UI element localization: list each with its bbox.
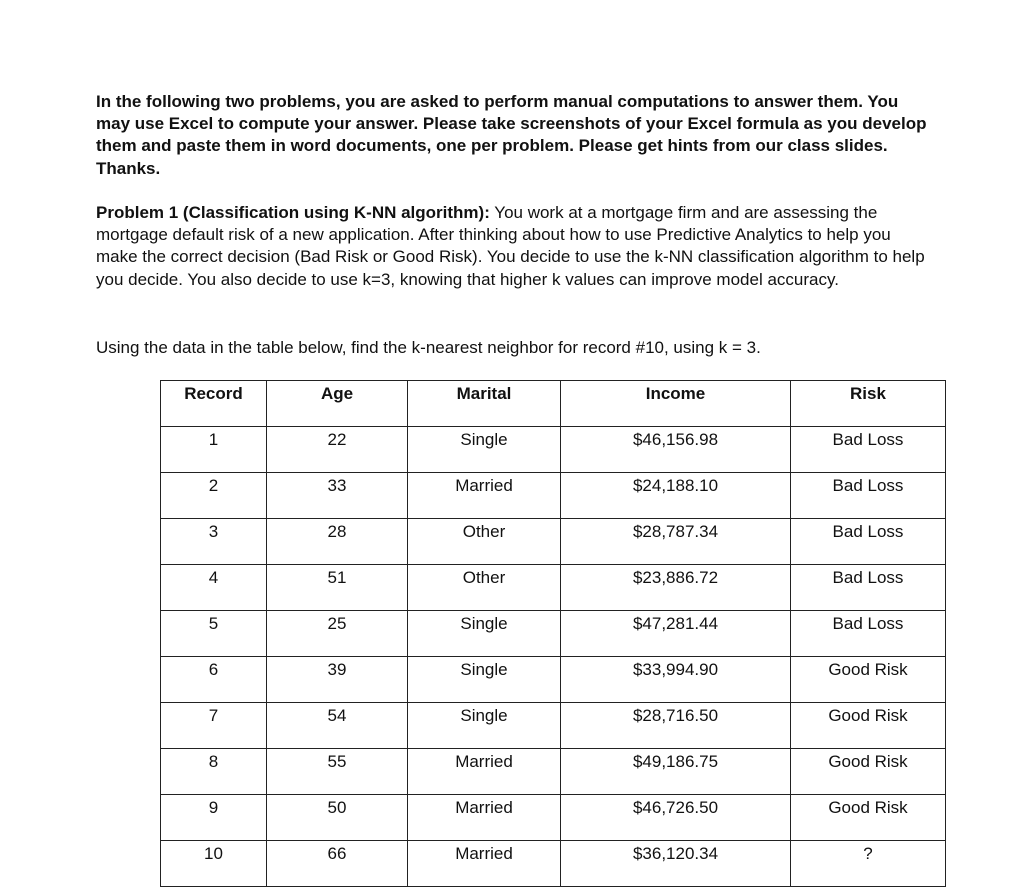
cell-income: $46,156.98 xyxy=(561,427,791,473)
cell-income: $36,120.34 xyxy=(561,841,791,887)
column-header-record: Record xyxy=(161,381,267,427)
cell-record: 4 xyxy=(161,565,267,611)
cell-risk: Bad Loss xyxy=(791,473,946,519)
cell-income: $47,281.44 xyxy=(561,611,791,657)
problem-title: Problem 1 (Classification using K-NN algorithm): xyxy=(96,203,490,222)
cell-risk: Bad Loss xyxy=(791,565,946,611)
cell-income: $23,886.72 xyxy=(561,565,791,611)
cell-age: 50 xyxy=(267,795,408,841)
cell-risk: Good Risk xyxy=(791,657,946,703)
cell-risk: Bad Loss xyxy=(791,427,946,473)
cell-age: 39 xyxy=(267,657,408,703)
cell-marital: Other xyxy=(408,565,561,611)
table-row xyxy=(161,611,946,657)
column-header-age: Age xyxy=(267,381,408,427)
cell-age: 33 xyxy=(267,473,408,519)
cell-record: 3 xyxy=(161,519,267,565)
cell-risk: Good Risk xyxy=(791,749,946,795)
cell-risk: ? xyxy=(791,841,946,887)
cell-record: 2 xyxy=(161,473,267,519)
cell-income: $28,787.34 xyxy=(561,519,791,565)
data-table xyxy=(160,380,946,887)
intro-paragraph: In the following two problems, you are asked to perform manual computations to answer them. You may use Excel to compute your answer. Please take screenshots of your Excel formula as you develop them and paste them in word documents, one per problem. Please get hints from our class slides. Thanks. xyxy=(96,92,927,178)
cell-record: 9 xyxy=(161,795,267,841)
cell-marital: Married xyxy=(408,795,561,841)
cell-income: $46,726.50 xyxy=(561,795,791,841)
cell-income: $28,716.50 xyxy=(561,703,791,749)
column-header-income: Income xyxy=(561,381,791,427)
table-row xyxy=(161,427,946,473)
problem-text: You work at a mortgage firm and are assessing the mortgage default risk of a new application. After thinking about how to use Predictive Analytics to help you make the correct decision (Bad Risk or Good Risk). You decide to use the k-NN classification algorithm to help you decide. You also decide to use k=3, knowing that higher k values can improve model accuracy. xyxy=(96,203,925,289)
table-row xyxy=(161,703,946,749)
cell-risk: Bad Loss xyxy=(791,519,946,565)
cell-marital: Single xyxy=(408,657,561,703)
cell-risk: Bad Loss xyxy=(791,611,946,657)
cell-marital: Single xyxy=(408,427,561,473)
table-row xyxy=(161,565,946,611)
cell-marital: Other xyxy=(408,519,561,565)
cell-marital: Single xyxy=(408,703,561,749)
cell-marital: Married xyxy=(408,749,561,795)
cell-marital: Married xyxy=(408,841,561,887)
table-row xyxy=(161,473,946,519)
cell-age: 66 xyxy=(267,841,408,887)
cell-record: 8 xyxy=(161,749,267,795)
cell-record: 5 xyxy=(161,611,267,657)
cell-age: 51 xyxy=(267,565,408,611)
table-row xyxy=(161,519,946,565)
cell-risk: Good Risk xyxy=(791,703,946,749)
cell-record: 6 xyxy=(161,657,267,703)
table-row xyxy=(161,841,946,887)
table-header-row xyxy=(161,381,946,427)
cell-age: 22 xyxy=(267,427,408,473)
cell-age: 28 xyxy=(267,519,408,565)
cell-risk: Good Risk xyxy=(791,795,946,841)
cell-marital: Single xyxy=(408,611,561,657)
cell-age: 25 xyxy=(267,611,408,657)
table-row xyxy=(161,795,946,841)
cell-record: 1 xyxy=(161,427,267,473)
cell-age: 54 xyxy=(267,703,408,749)
instruction-text: Using the data in the table below, find the k-nearest neighbor for record #10, using k = 3. xyxy=(96,338,761,357)
column-header-marital: Marital xyxy=(408,381,561,427)
column-header-risk: Risk xyxy=(791,381,946,427)
problem-paragraph xyxy=(96,202,936,291)
table-row xyxy=(161,657,946,703)
cell-record: 7 xyxy=(161,703,267,749)
cell-record: 10 xyxy=(161,841,267,887)
cell-marital: Married xyxy=(408,473,561,519)
cell-income: $24,188.10 xyxy=(561,473,791,519)
cell-age: 55 xyxy=(267,749,408,795)
cell-income: $33,994.90 xyxy=(561,657,791,703)
table-row xyxy=(161,749,946,795)
cell-income: $49,186.75 xyxy=(561,749,791,795)
